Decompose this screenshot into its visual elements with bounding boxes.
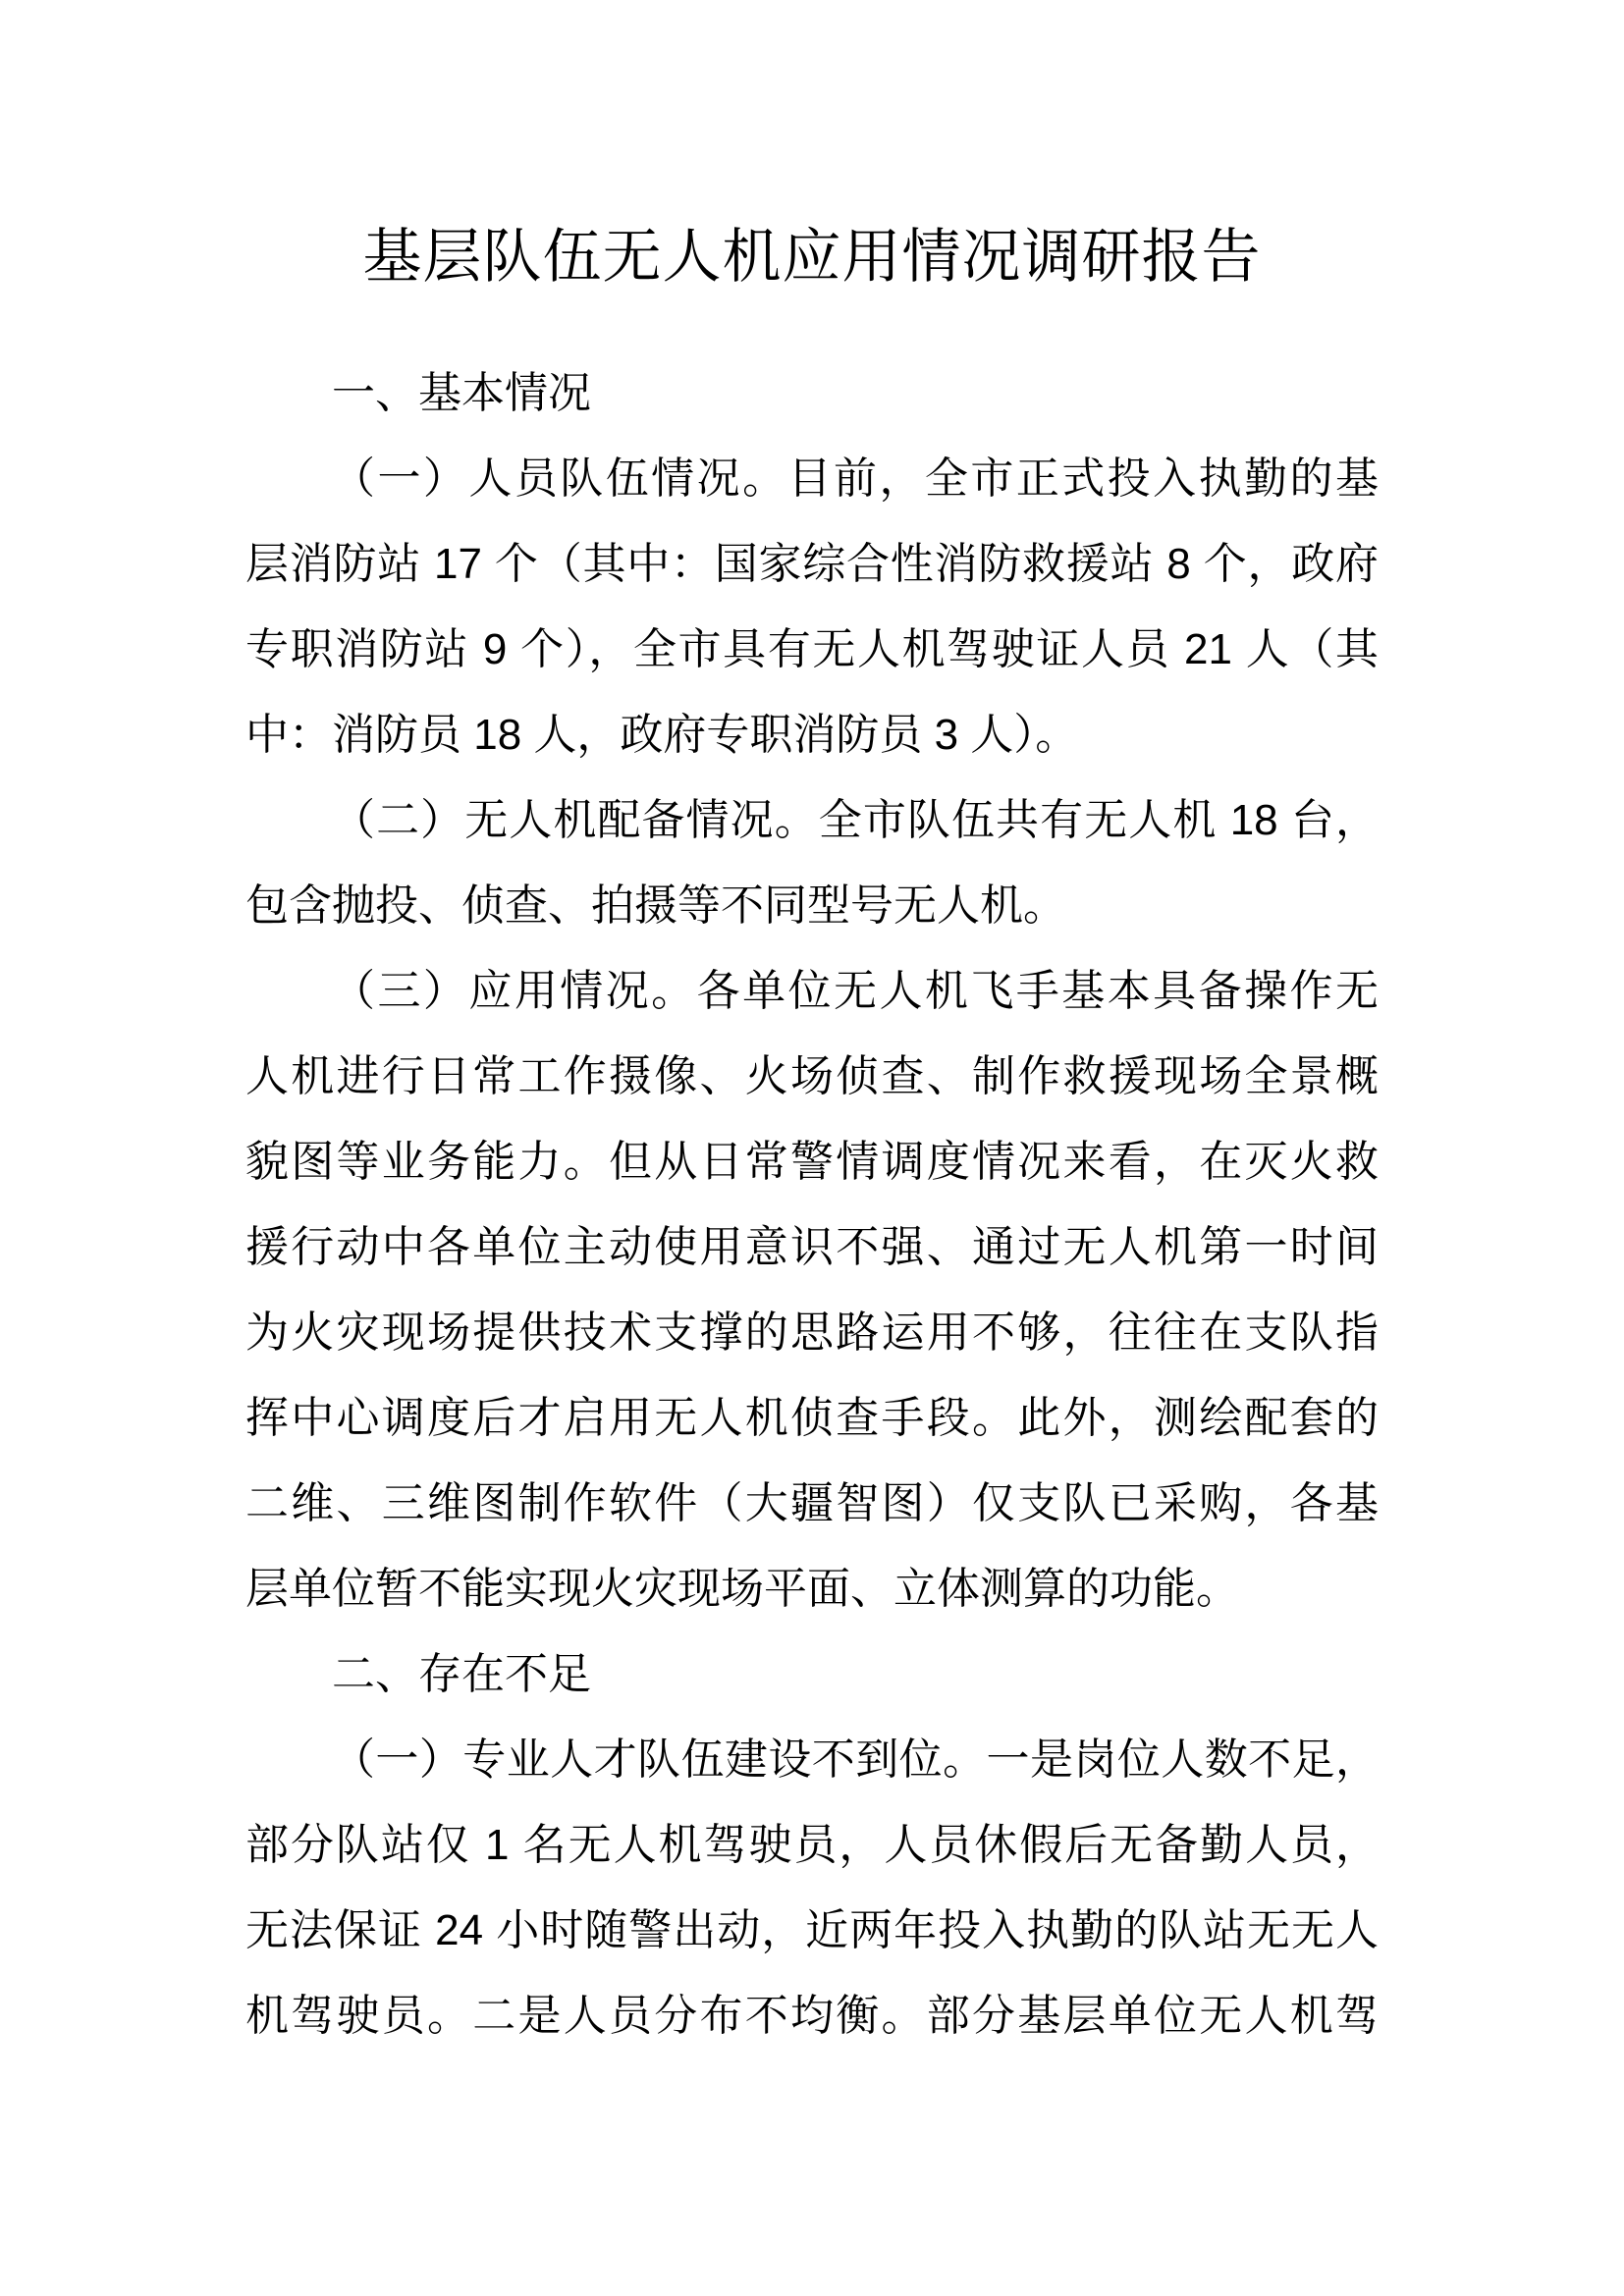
text-line: （一）专业人才队伍建设不到位。一是岗位人数不足， bbox=[332, 1735, 1379, 1784]
document-title: 基层队伍无人机应用情况调研报告 bbox=[362, 224, 1262, 290]
text-line: 无法保证 24 小时随警出动，近两年投入执勤的队站无无人 bbox=[245, 1906, 1379, 1954]
text-line: （三）应用情况。各单位无人机飞手基本具备操作无 bbox=[332, 967, 1379, 1015]
text-line: （一）人员队伍情况。目前，全市正式投入执勤的基 bbox=[332, 454, 1379, 503]
section-heading-2: 二、存在不足 bbox=[332, 1650, 591, 1698]
text-line: 人机进行日常工作摄像、火场侦查、制作救援现场全景概 bbox=[245, 1052, 1379, 1100]
document-content bbox=[245, 218, 1379, 2058]
text-line: 专职消防站 9 个），全市具有无人机驾驶证人员 21 人（其 bbox=[245, 625, 1379, 673]
text-line: 层单位暂不能实现火灾现场平面、立体测算的功能。 bbox=[245, 1565, 1239, 1613]
text-line: 为火灾现场提供技术支撑的思路运用不够，往往在支队指 bbox=[245, 1308, 1379, 1357]
text-line: 部分队站仅 1 名无人机驾驶员，人员休假后无备勤人员， bbox=[245, 1821, 1379, 1869]
text-line: 二维、三维图制作软件（大疆智图）仅支队已采购，各基 bbox=[245, 1479, 1379, 1527]
text-line: 包含抛投、侦查、拍摄等不同型号无人机。 bbox=[245, 881, 1066, 930]
section-heading-1: 一、基本情况 bbox=[332, 369, 591, 417]
text-line: 中：消防员 18 人，政府专职消防员 3 人）。 bbox=[245, 711, 1079, 759]
text-line: 援行动中各单位主动使用意识不强、通过无人机第一时间 bbox=[245, 1223, 1379, 1271]
text-line: 貌图等业务能力。但从日常警情调度情况来看，在灭火救 bbox=[245, 1138, 1379, 1186]
text-line: 挥中心调度后才启用无人机侦查手段。此外，测绘配套的 bbox=[245, 1394, 1379, 1442]
text-line: 层消防站 17 个（其中：国家综合性消防救援站 8 个，政府 bbox=[245, 540, 1379, 588]
text-line: 机驾驶员。二是人员分布不均衡。部分基层单位无人机驾 bbox=[245, 1992, 1379, 2040]
text-line: （二）无人机配备情况。全市队伍共有无人机 18 台， bbox=[332, 796, 1379, 844]
document-body bbox=[245, 350, 1379, 2058]
